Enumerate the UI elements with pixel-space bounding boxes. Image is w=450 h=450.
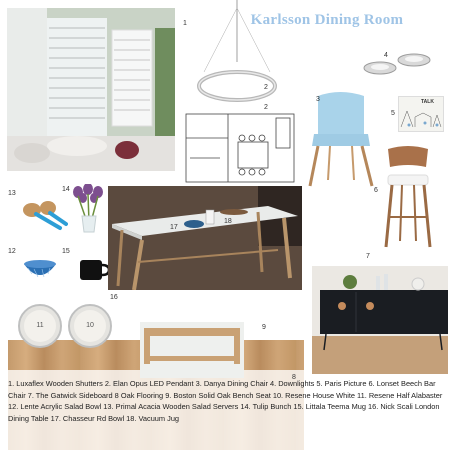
- mug-image: [76, 256, 112, 284]
- item-number-18: 18: [224, 218, 232, 225]
- dining-chair-image: [300, 88, 380, 188]
- item-number-4: 4: [384, 52, 388, 59]
- shutters-image: [7, 8, 175, 171]
- sideboard-image: [312, 266, 448, 374]
- item-number-8: 8: [292, 374, 296, 381]
- item-number-6: 6: [374, 187, 378, 194]
- item-number-1: 1: [183, 20, 187, 27]
- item-number-7: 7: [366, 253, 370, 260]
- item-number-17: 17: [170, 224, 178, 231]
- item-number-plan: 2: [264, 104, 268, 111]
- bench-seat-image: [140, 322, 244, 378]
- bar-chair-image: [380, 145, 436, 250]
- page-title: Karlsson Dining Room: [250, 12, 404, 28]
- floor-plan-image: [180, 108, 300, 186]
- dining-table-image: [108, 186, 302, 290]
- item-number-14: 14: [62, 186, 70, 193]
- item-number-9: 9: [262, 324, 266, 331]
- tulip-bunch-image: [68, 184, 110, 234]
- paint-swatch-house-white: 10: [68, 304, 112, 348]
- item-number-2: 2: [264, 84, 268, 91]
- item-number-5: 5: [391, 110, 395, 117]
- item-number-3: 3: [316, 96, 320, 103]
- downlights-image: [358, 46, 438, 86]
- item-number-16: 16: [110, 294, 118, 301]
- item-caption: 1. Luxaflex Wooden Shutters 2. Elan Opus LED Pendant 3. Danya Dining Chair 4. Downlights 5. Paris Picture 6. Lonset Beech Bar Chair 7. The Gatwick Sideboard 8 Oak Flooring 9. Boston Solid Oak Bench Seat 10. Resene House White 11. Resene Half Alabaster 12. Lente Acrylic Salad Bowl 13. Primal Acacia Wooden Salad Servers 14. Tulip Bunch 15. Littala Teema Mug 16. Nick Scali London Dining Table 17. Chasseur Rd Bowl 18. Vacuum Jug: [8, 379, 443, 423]
- salad-servers-image: [20, 198, 68, 232]
- picture-text: TALK: [421, 99, 434, 105]
- paris-picture-image: [398, 96, 444, 132]
- paint-swatch-half-alabaster: 11: [18, 304, 62, 348]
- pendant-light-image: [192, 0, 282, 110]
- salad-bowl-image: [22, 256, 58, 284]
- item-number-12: 12: [8, 248, 16, 255]
- item-number-15: 15: [62, 248, 70, 255]
- item-number-13: 13: [8, 190, 16, 197]
